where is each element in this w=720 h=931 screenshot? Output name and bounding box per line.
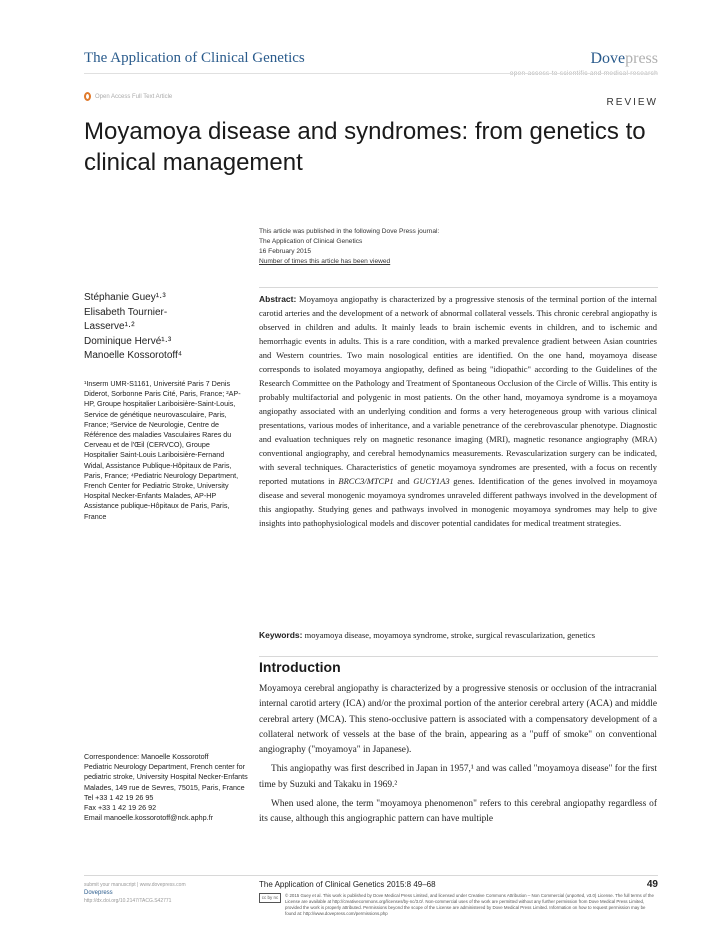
header-divider bbox=[84, 73, 658, 74]
paragraph: This angiopathy was first described in Japan in 1957,¹ and was called "moyamoya disease" for the first time by Suzuki and Takaku in 1969.² bbox=[259, 764, 657, 790]
publisher-brand: Dovepress bbox=[590, 50, 658, 67]
footer-brand: Dovepress bbox=[84, 890, 113, 896]
footer-divider bbox=[84, 875, 658, 876]
license: cc by nc © 2015 Guey et al. This work is published by Dove Medical Press Limited, and licensed under Creative Commons Attribution – Non Commercial (unported, v3.0) License. The full terms of the License are available at http://creativecommons.org/licenses/by-nc/3.0/. Non-commercial uses of the work are permitted without any further permission from Dove Medical Press Limited, provided the work is properly attributed. Permissions beyond the scope of the License are administered by Dove Medical Press Limited. Information on how to request permission may be found at: http://www.dovepress.com/permissions.php bbox=[259, 893, 657, 917]
author-list bbox=[84, 291, 182, 364]
affiliations: ¹Inserm UMR-S1161, Université Paris 7 Denis Diderot, Sorbonne Paris Cité, Paris, France; ²AP-HP, Groupe hospitalier Lariboisière-Saint-Louis, Service de génétique neurovasculaire, Paris, France; ³Service de Neurologie, Centre de Référence des maladies Vasculaires Rares du Cerveau et de l'Œil (CERVCO), Groupe Hospitalier Saint-Louis Lariboisière-Fernand Widal, Assistance Publique-Hôpitaux de Paris, Paris, France; ⁴Pediatric Neurology Department, French Center for Pediatric Stroke, University Hospital Necker-Enfants Malades, AP-HP Assistance publique-Hôpitaux de Paris, Paris, France bbox=[84, 379, 241, 521]
section-heading: Introduction bbox=[259, 659, 341, 675]
author: Elisabeth Tournier- bbox=[84, 306, 168, 318]
abstract-divider bbox=[259, 287, 658, 288]
footer-left bbox=[84, 881, 186, 905]
author: Manoelle Kossorotoff⁴ bbox=[84, 350, 183, 361]
article-title: Moyamoya disease and syndromes: from genetics to clinical management bbox=[84, 118, 646, 176]
publication-info: This article was published in the following Dove Press journal: The Application of Clinical Genetics 16 February 2015 Number of times this article has been viewed bbox=[259, 228, 440, 265]
email-link[interactable]: Email manoelle.kossorotoff@nck.aphp.fr bbox=[84, 813, 214, 823]
open-access-label: Open Access Full Text Article bbox=[84, 92, 172, 101]
keywords-label: Keywords: bbox=[259, 630, 303, 640]
intro-divider bbox=[259, 656, 658, 657]
paragraph: When used alone, the term "moyamoya phenomenon" refers to this cerebral angiopathy regardless of its cause, although this angiographic pattern can have multiple bbox=[259, 799, 657, 825]
keywords: Keywords: moyamoya disease, moyamoya syndrome, stroke, surgical revascularization, genetics bbox=[259, 630, 596, 640]
publisher-tagline: open access to scientific and medical research bbox=[509, 70, 658, 77]
article-type: REVIEW bbox=[606, 97, 658, 108]
abstract-label: Abstract: bbox=[259, 294, 297, 304]
author: Lasserve¹·² bbox=[84, 321, 135, 332]
paragraph: Moyamoya cerebral angiopathy is characterized by a progressive stenosis or occlusion of the intracranial internal carotid artery (ICA) and/or the proximal portion of the anterior cerebral artery (ACA) and middle cerebral artery (MCA). This steno-occlusive pattern is associated with a compensatory development of a collateral network of vessels at the base of the brain, appearing as a "puff of smoke" on conventional angiography ("moyamoya" in Japanese). bbox=[259, 684, 657, 756]
doi-link[interactable]: http://dx.doi.org/10.2147/TACG.S42771 bbox=[84, 898, 172, 904]
views-link[interactable]: Number of times this article has been viewed bbox=[259, 258, 391, 265]
footer-journal: The Application of Clinical Genetics 2015:8 49–68 bbox=[259, 880, 436, 889]
page-number: 49 bbox=[646, 879, 658, 890]
submit-link[interactable]: submit your manuscript | www.dovepress.com bbox=[84, 882, 186, 888]
open-access-icon bbox=[84, 92, 91, 101]
correspondence: Correspondence: Manoelle Kossorotoff Pediatric Neurology Department, French center for pediatric stroke, University Hospital Necker-Enfants Malades, 149 rue de Sevres, 75015, Paris, France Tel +33 1 42 19 26 95 Fax +33 1 42 19 26 92 Email manoelle.kossorotoff@nck.aphp.fr bbox=[84, 752, 254, 823]
introduction-body bbox=[259, 682, 657, 832]
journal-name: The Application of Clinical Genetics bbox=[84, 50, 305, 66]
author: Dominique Hervé¹·³ bbox=[84, 335, 172, 347]
cc-license-icon: cc by nc bbox=[259, 893, 281, 903]
author: Stéphanie Guey¹·³ bbox=[84, 292, 166, 303]
abstract: Abstract: Moyamoya angiopathy is characterized by a progressive stenosis of the terminal portion of the internal carotid arteries and the development of a network of abnormal collateral vessels. This chronic cerebral angiopathy is observed in children and adults. It mainly leads to brain ischemic events in children, and to ischemic and hemorrhagic events in adults. This is a rare condition, with a marked prevalence gradient between Asian countries and Western countries. Two main nosological entities are identified. On the one hand, moyamoya disease corresponds to isolated moyamoya angiopathy, defined as being "idiopathic" according to the Guidelines of the Research Committee on the Pathology and Treatment of Spontaneous Occlusion of the Circle of Willis. This entity is probably multifactorial and polygenic in most patients. On the other hand, moyamoya syndrome is a moyamoya angiopathy associated with an underlying condition and forms a very heterogeneous group with various clinical presentations, various modes of inheritance, and a variable penetrance of the cerebrovascular phenotype. Diagnostic and evaluation techniques rely on magnetic resonance imaging (MRI), magnetic resonance angiography (MRA) conventional angiography, and cerebral hemodynamics measurements. Revascularization surgery can be indicated, with several techniques. Characteristics of genetic moyamoya syndromes are presented, with a focus on recently reported mutations in BRCC3/MTCP1 and GUCY1A3 genes. Identification of the genes involved in moyamoya disease and several monogenic moyamoya syndromes unraveled different pathways involved in the development of this angiopathy. Studying genes and pathways involved in monogenic moyamoya syndromes may help to give insights into pathophysiological models and discover potential candidates for medical treatment strategies. bbox=[259, 294, 657, 528]
